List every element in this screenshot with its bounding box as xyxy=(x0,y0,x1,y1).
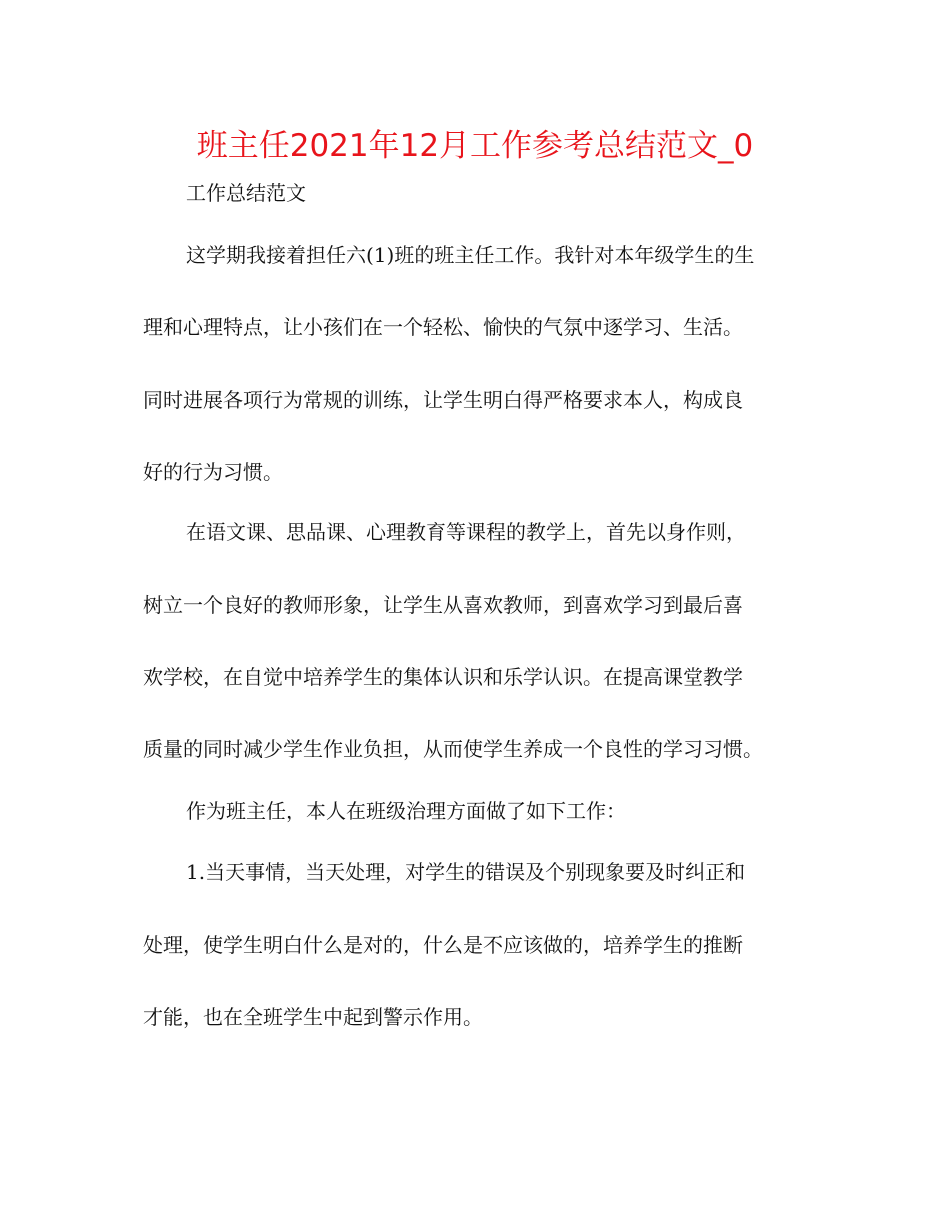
paragraph-line: 处理，使学生明白什么是对的，什么是不应该做的，培养学生的推断 xyxy=(143,933,743,957)
paragraph-line: 作为班主任，本人在班级治理方面做了如下工作： xyxy=(186,799,626,823)
document-title: 班主任2021年12月工作参考总结范文_0 xyxy=(196,128,754,164)
paragraph-line: 好的行为习惯。 xyxy=(143,460,283,484)
paragraph-line: 树立一个良好的教师形象，让学生从喜欢教师，到喜欢学习到最后喜 xyxy=(143,593,743,617)
paragraph-line: 同时进展各项行为常规的训练，让学生明白得严格要求本人，构成良 xyxy=(143,388,743,412)
paragraph-line: 理和心理特点，让小孩们在一个轻松、愉快的气氛中逐学习、生活。 xyxy=(143,315,743,339)
paragraph-line: 欢学校，在自觉中培养学生的集体认识和乐学认识。在提高课堂教学 xyxy=(143,665,743,689)
paragraph-line: 才能，也在全班学生中起到警示作用。 xyxy=(143,1005,483,1029)
document-subtitle: 工作总结范文 xyxy=(186,181,306,205)
paragraph-line: 这学期我接着担任六(1)班的班主任工作。我针对本年级学生的生 xyxy=(186,243,755,267)
paragraph-line: 在语文课、思品课、心理教育等课程的教学上，首先以身作则， xyxy=(186,520,746,544)
paragraph-line: 1.当天事情，当天处理，对学生的错误及个别现象要及时纠正和 xyxy=(186,860,746,884)
paragraph-line: 质量的同时减少学生作业负担，从而使学生养成一个良性的学习习惯。 xyxy=(143,737,763,761)
